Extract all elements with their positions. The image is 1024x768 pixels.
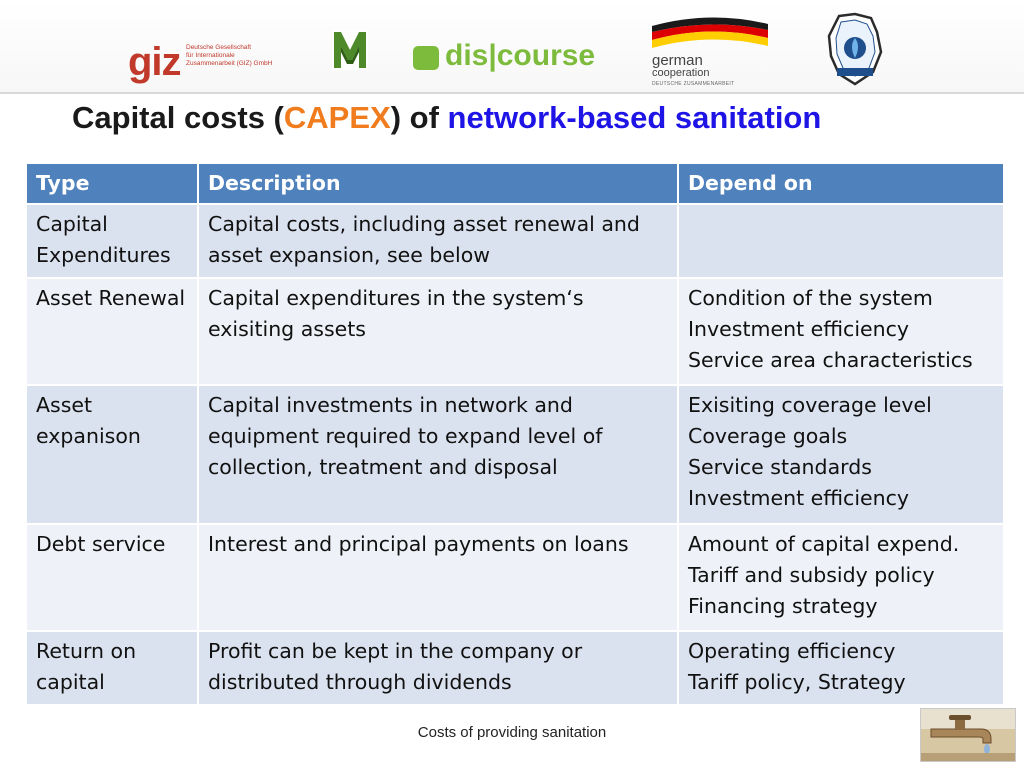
- cell-line: Service standards: [688, 455, 872, 479]
- cell-line: Capital costs, including asset renewal and: [208, 212, 640, 236]
- depend-on-cell: [678, 524, 1004, 631]
- depend-on-cell: [678, 631, 1004, 705]
- cell-line: Interest and principal payments on loans: [208, 532, 629, 556]
- cell-line: Condition of the system: [688, 286, 933, 310]
- cell-line: Capital investments in network and: [208, 393, 573, 417]
- kenya-map-emblem-icon: [825, 12, 885, 86]
- cell-line: collection, treatment and disposal: [208, 455, 558, 479]
- table-row: [26, 278, 1004, 385]
- type-cell: [26, 524, 198, 631]
- cell-line: Debt service: [36, 532, 166, 556]
- cell-line: Operating efficiency: [688, 639, 896, 663]
- depend-on-cell: [678, 385, 1004, 524]
- german-cooperation-logo: [650, 14, 770, 86]
- description-cell: [198, 524, 678, 631]
- description-cell: [198, 278, 678, 385]
- depend-on-cell: [678, 204, 1004, 278]
- cell-line: Service area characteristics: [688, 348, 973, 372]
- giz-line: Deutsche Gesellschaft: [186, 44, 252, 51]
- type-cell: [26, 385, 198, 524]
- type-cell: [26, 278, 198, 385]
- type-cell: [26, 204, 198, 278]
- cell-line: Capital: [36, 212, 108, 236]
- logo-band: [0, 0, 1024, 94]
- column-header-depend-on: Depend on: [678, 163, 1004, 204]
- giz-line: Zusammenarbeit (GIZ) GmbH: [186, 60, 273, 67]
- cell-line: Tariff and subsidy policy: [688, 563, 935, 587]
- deutsche-zusammenarbeit-label: DEUTSCHE ZUSAMMENARBEIT: [652, 81, 735, 87]
- cell-line: asset expansion, see below: [208, 243, 491, 267]
- table-row: [26, 204, 1004, 278]
- column-header-description: Description: [198, 163, 678, 204]
- page-title: [72, 100, 821, 136]
- cell-line: Capital expenditures in the system‘s: [208, 286, 584, 310]
- german-label: german: [652, 52, 703, 69]
- column-header-type: Type: [26, 163, 198, 204]
- cell-line: Exisiting coverage level: [688, 393, 932, 417]
- giz-wordmark: giz: [128, 40, 181, 84]
- discourse-square-icon: [413, 46, 439, 70]
- table-header-row: [26, 163, 1004, 204]
- german-flag-swoosh-icon: [650, 14, 770, 54]
- discourse-wordmark: dis|course: [445, 39, 596, 72]
- type-cell: [26, 631, 198, 705]
- table-row: [26, 385, 1004, 524]
- footer-text: Costs of providing sanitation: [417, 724, 607, 741]
- cell-line: exisiting assets: [208, 317, 366, 341]
- table-row: [26, 631, 1004, 705]
- m-logo-icon: [332, 30, 368, 70]
- cell-line: Asset: [36, 393, 93, 417]
- tap-photo-icon: [920, 708, 1016, 762]
- depend-on-cell: [678, 278, 1004, 385]
- title-capex-highlight: CAPEX: [283, 100, 391, 135]
- cell-line: capital: [36, 670, 105, 694]
- table-row: [26, 524, 1004, 631]
- cell-line: Investment efficiency: [688, 317, 910, 341]
- cell-line: Return on: [36, 639, 137, 663]
- cell-line: Financing strategy: [688, 594, 878, 618]
- cell-line: Coverage goals: [688, 424, 848, 448]
- giz-line: für Internationale: [186, 52, 235, 59]
- cell-line: Investment efficiency: [688, 486, 910, 510]
- cell-line: equipment required to expand level of: [208, 424, 603, 448]
- capex-table: [25, 162, 1005, 706]
- title-part: ) of: [390, 100, 448, 135]
- cell-line: Tariff policy, Strategy: [688, 670, 906, 694]
- cell-line: expanison: [36, 424, 141, 448]
- title-part: Capital costs (: [72, 100, 284, 135]
- cell-line: distributed through dividends: [208, 670, 512, 694]
- giz-organization-name: [186, 44, 306, 68]
- cell-line: Amount of capital expend.: [688, 532, 960, 556]
- cell-line: Expenditures: [36, 243, 171, 267]
- cell-line: Asset Renewal: [36, 286, 186, 310]
- description-cell: [198, 385, 678, 524]
- cooperation-label: cooperation: [652, 67, 710, 79]
- cell-line: Profit can be kept in the company or: [208, 639, 583, 663]
- title-network-highlight: network-based sanitation: [447, 100, 822, 135]
- description-cell: [198, 204, 678, 278]
- description-cell: [198, 631, 678, 705]
